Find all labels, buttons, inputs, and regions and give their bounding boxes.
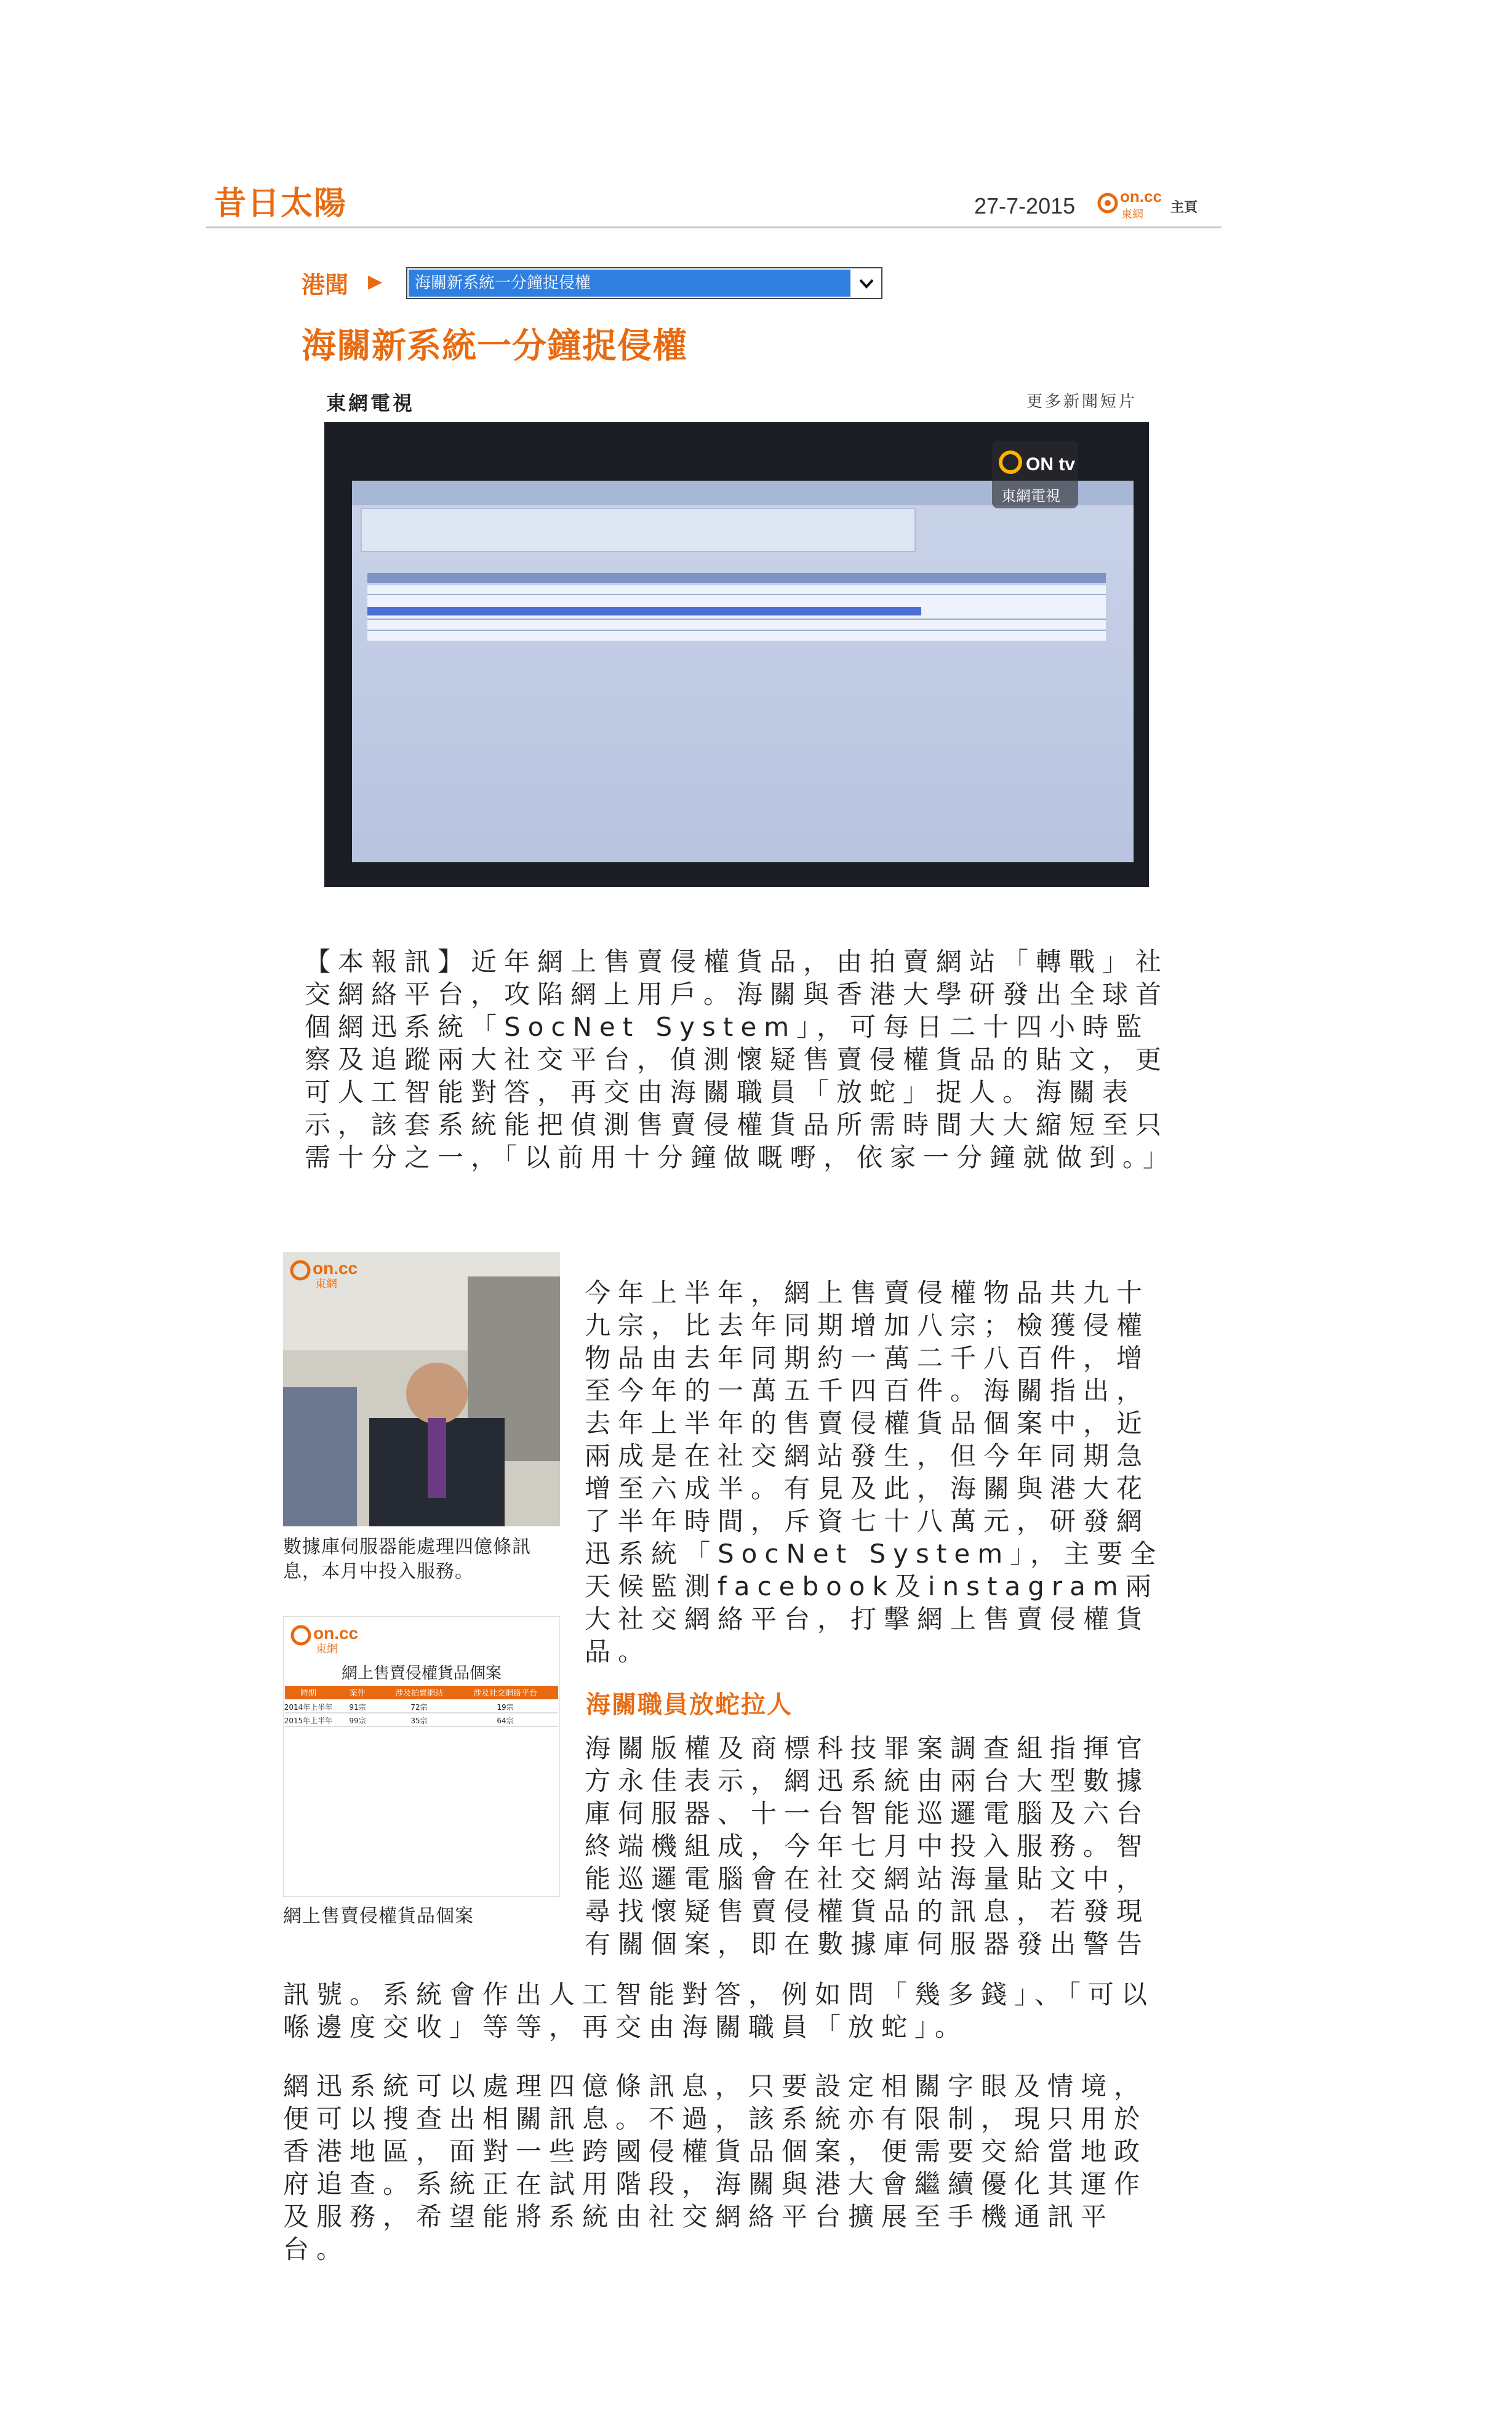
- table-cell: 91宗: [349, 1703, 366, 1712]
- video-frame: [324, 422, 1149, 887]
- table-cell: 99宗: [349, 1717, 366, 1725]
- article-paragraph-4: 網迅系統可以處理四億條訊息，只要設定相關字眼及情境，便可以搜查出相關訊息。不過，該系統亦有限制，現只用於香港地區，面對一些跨國侵權貨品個案，便需要交給當地政府追查。系統正在試用階段，海關與港大會繼續優化其運作及服務，希望能將系統由社交網絡平台擴展至手機通訊平台。: [283, 2071, 1148, 2264]
- cases-table-graphic: [284, 1617, 559, 1896]
- photo1-logo: on.cc: [313, 1259, 358, 1278]
- table-header-period: 時期: [300, 1689, 317, 1698]
- table-title: 網上售賣侵權貨品個案: [341, 1664, 502, 1683]
- table-header-auction: 涉及拍賣網站: [394, 1689, 444, 1698]
- table-cell: 19宗: [497, 1703, 514, 1712]
- home-label: 主頁: [1170, 200, 1198, 215]
- photo2-logo: on.cc: [313, 1624, 359, 1643]
- news-video[interactable]: [324, 422, 1149, 887]
- article-paragraph-3-continued: 訊號。系統會作出人工智能對答，例如問「幾多錢」、「可以喺邊度交收」等等，再交由海關職員「放蛇」。: [283, 1979, 1155, 2042]
- oncc-home-link[interactable]: [1095, 185, 1212, 222]
- table-cell: 72宗: [410, 1703, 428, 1712]
- table-cell: 2015年上半年: [284, 1717, 333, 1725]
- article-select-value: 海關新系統一分鐘捉侵權: [409, 270, 850, 297]
- photo-caption-1: 數據庫伺服器能處理四億條訊息，本月中投入服務。: [283, 1536, 531, 1582]
- header-divider: [206, 226, 1222, 228]
- oncc-sub: 東網: [1121, 208, 1143, 221]
- photo-server-room[interactable]: [283, 1252, 560, 1526]
- video-logo-sub: 東網電視: [1001, 487, 1060, 505]
- table-cell: 2014年上半年: [284, 1703, 333, 1712]
- photo-caption-2: 網上售賣侵權貨品個案: [283, 1905, 474, 1927]
- article-paragraph-1: 【本報訊】近年網上售賣侵權貨品，由拍賣網站「轉戰」社交網絡平台，攻陷網上用戶。海關與香港大學研發出全球首個網迅系統「SocNet System」，可每日二十四小時監察及追蹤兩大社交平台，偵測懷疑售賣侵權貨品的貼文，更可人工智能對答，再交由海關職員「放蛇」捉人。海關表示，該套系統能把偵測售賣侵權貨品所需時間大大縮短至只需十分之一，「以前用十分鐘做嘅嘢，依家一分鐘就做到。」: [305, 947, 1177, 1172]
- article-paragraph-2: 今年上半年，網上售賣侵權物品共九十九宗，比去年同期增加八宗；檢獲侵權物品由去年同期約一萬二千八百件，增至今年的一萬五千四百件。海關指出，去年上半年的售賣侵權貨品個案中，近兩成是在社交網站發生，但今年同期急增至六成半。有見及此，海關與港大花了半年時間，斥資七十八萬元，研發網迅系統「SocNet System」，主要全天候監測facebook及instagram兩大社交網絡平台，打擊網上售賣侵權貨品。: [585, 1278, 1164, 1667]
- article-headline: 海關新系統一分鐘捉侵權: [302, 326, 687, 366]
- photo1-logo-sub: 東網: [315, 1278, 337, 1291]
- more-news-clips-link[interactable]: 更多新聞短片: [1026, 393, 1138, 411]
- photo-server-room-image: [283, 1252, 560, 1526]
- video-source-label: 東網電視: [326, 391, 415, 415]
- oncc-brand: on.cc: [1120, 187, 1162, 206]
- table-header-social: 涉及社交網絡平台: [473, 1689, 538, 1698]
- chevron-down-icon: [855, 272, 878, 294]
- photo2-logo-sub: 東網: [316, 1643, 338, 1656]
- table-cell: 64宗: [497, 1717, 514, 1725]
- article-subhead: 海關職員放蛇拉人: [586, 1691, 793, 1719]
- category-label[interactable]: 港聞: [302, 271, 349, 298]
- table-cell: 35宗: [410, 1717, 428, 1725]
- site-logo[interactable]: 昔日太陽: [214, 185, 348, 222]
- photo-cases-table[interactable]: [283, 1616, 560, 1897]
- page-date: 27-7-2015: [974, 193, 1076, 218]
- video-logo: ON tv: [1026, 454, 1076, 475]
- article-select[interactable]: [406, 267, 882, 299]
- table-header-cases: 案件: [349, 1689, 366, 1698]
- category-arrow-icon: ▶: [368, 271, 383, 292]
- article-paragraph-3: 海關版權及商標科技罪案調查組指揮官方永佳表示，網迅系統由兩台大型數據庫伺服器、十一台智能巡邏電腦及六台終端機組成，今年七月中投入服務。智能巡邏電腦會在社交網站海量貼文中，尋找懷疑售賣侵權貨品的訊息，若發現有關個案，即在數據庫伺服器發出警告: [585, 1733, 1150, 1959]
